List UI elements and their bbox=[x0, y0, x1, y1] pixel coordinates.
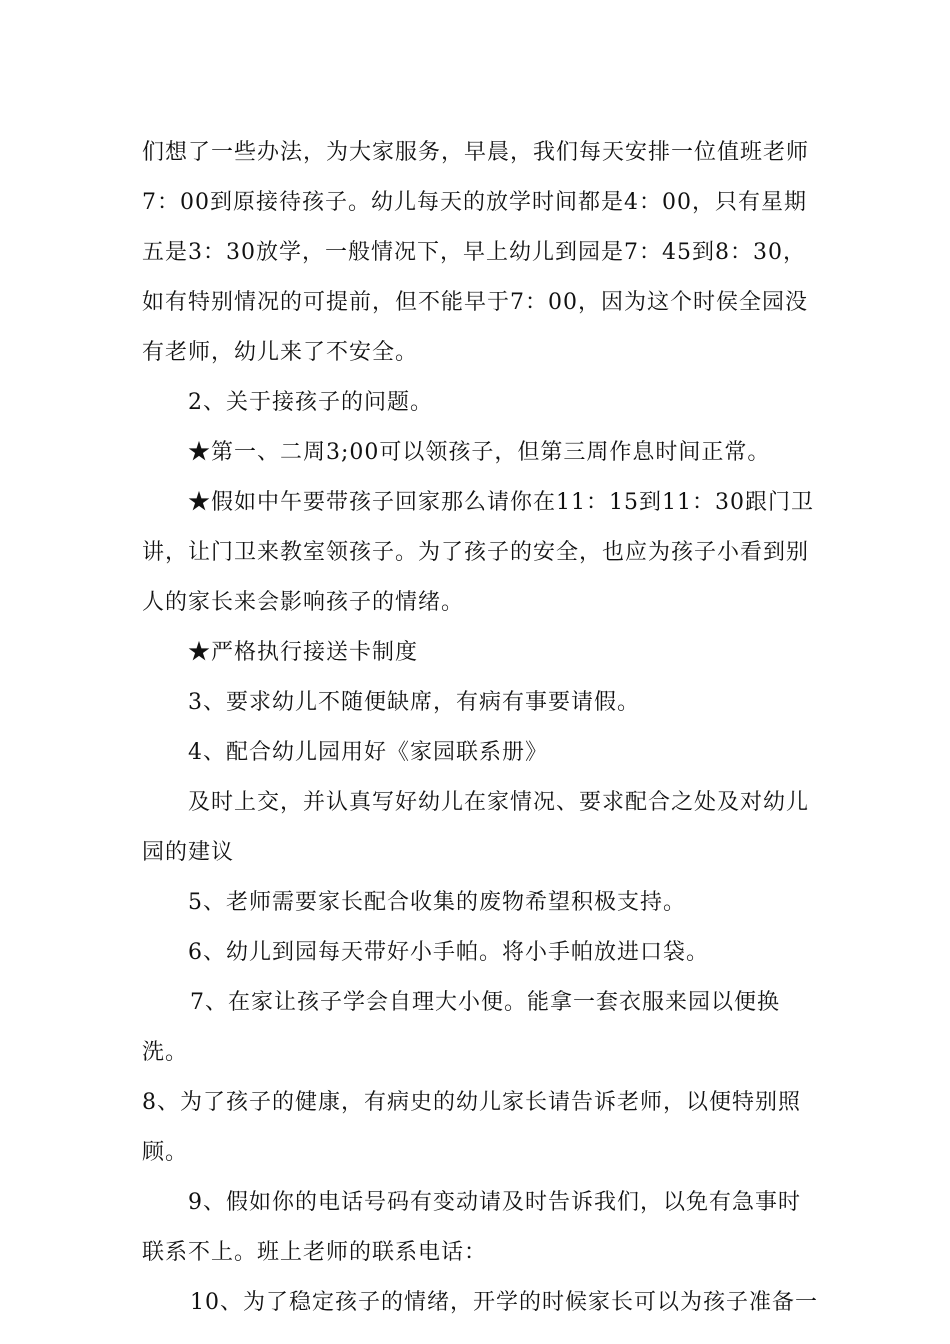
paragraph-phone-change: 9、假如你的电话号码有变动请及时告诉我们，以免有急事时联系不上。班上老师的联系电话： bbox=[142, 1190, 801, 1265]
paragraph-waste-collection: 5、老师需要家长配合收集的废物希望积极支持。 bbox=[188, 890, 686, 915]
document-body bbox=[142, 128, 822, 1328]
paragraph-absence: 3、要求幼儿不随便缺席，有病有事要请假。 bbox=[188, 690, 640, 715]
paragraph-contact-book: 4、配合幼儿园用好《家园联系册》 bbox=[188, 740, 548, 765]
paragraph-emotions: 10、为了稳定孩子的情绪，开学的时候家长可以为孩子准备一 bbox=[190, 1290, 818, 1315]
paragraph-morning-schedule: 们想了一些办法，为大家服务，早晨，我们每天安排一位值班老师7：00到原接待孩子。幼儿每天的放学时间都是4：00，只有星期五是3：30放学，一般情况下，早上幼儿到园是7：45到8：30，如有特别情况的可提前，但不能早于7：00，因为这个时侯全园没有老师，幼儿来了不安全。 bbox=[142, 140, 810, 365]
paragraph-handkerchief: 6、幼儿到园每天带好小手帕。将小手帕放进口袋。 bbox=[188, 940, 709, 965]
paragraph-pickup-card: ★严格执行接送卡制度 bbox=[188, 640, 419, 665]
paragraph-toilet-training: 7、在家让孩子学会自理大小便。能拿一套衣服来园以便换洗。 bbox=[142, 990, 780, 1065]
paragraph-medical-history: 8、为了孩子的健康，有病史的幼儿家长请告诉老师，以便特别照顾。 bbox=[142, 1090, 801, 1165]
paragraph-pickup-heading: 2、关于接孩子的问题。 bbox=[188, 390, 433, 415]
paragraph-first-weeks: ★第一、二周3;00可以领孩子，但第三周作息时间正常。 bbox=[188, 440, 771, 465]
paragraph-submit-book: 及时上交，并认真写好幼儿在家情况、要求配合之处及对幼儿园的建议 bbox=[142, 790, 810, 865]
paragraph-noon-pickup: ★假如中午要带孩子回家那么请你在11：15到11：30跟门卫讲，让门卫来教室领孩子。为了孩子的安全，也应为孩子小看到别人的家长来会影响孩子的情绪。 bbox=[142, 490, 814, 615]
